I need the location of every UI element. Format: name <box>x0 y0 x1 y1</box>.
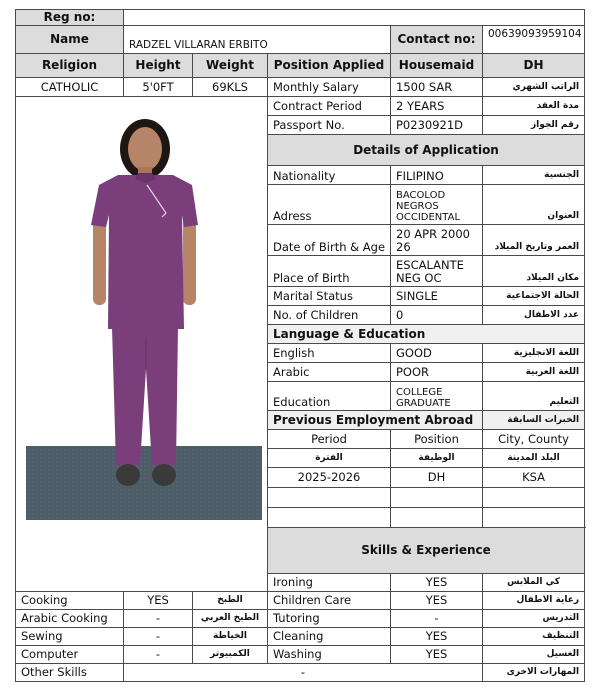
skill-ar: رعاية الاطفال <box>483 592 585 610</box>
salary-ar: الراتب الشهري <box>483 78 585 97</box>
skill-label: Children Care <box>268 592 391 610</box>
employment-empty-cell <box>268 508 391 528</box>
education-label: Education <box>268 382 391 411</box>
skill-ar: الكمبيوتر <box>193 646 268 664</box>
address-label: Adress <box>268 185 391 225</box>
other-skills-value: - <box>124 664 483 682</box>
skill-value: YES <box>391 574 483 592</box>
employment-empty-cell <box>268 488 391 508</box>
employment-empty-cell <box>483 508 585 528</box>
contract-value: 2 YEARS <box>391 97 483 116</box>
skill-value: YES <box>391 646 483 664</box>
nationality-value: FILIPINO <box>391 166 483 185</box>
applicant-figure <box>16 97 268 523</box>
skill-label: Ironing <box>268 574 391 592</box>
other-skills-ar: المهارات الاخرى <box>483 664 585 682</box>
contract-ar: مدة العقد <box>483 97 585 116</box>
address-ar: العنوان <box>483 185 585 225</box>
skill-ar: الخياطة <box>193 628 268 646</box>
address-value: BACOLOD NEGROS OCCIDENTAL <box>391 185 483 225</box>
skill-value: YES <box>391 592 483 610</box>
skill-label: Computer <box>16 646 124 664</box>
application-form <box>15 9 584 682</box>
skill-label: Cooking <box>16 592 124 610</box>
skill-ar: التنظيف <box>483 628 585 646</box>
employment-empty-cell <box>391 488 483 508</box>
english-ar: اللغة الانجليزية <box>483 344 585 363</box>
skill-ar: التدريس <box>483 610 585 628</box>
employment-period: 2025-2026 <box>268 468 391 488</box>
employment-position: DH <box>391 468 483 488</box>
skill-ar: الطبخ العربي <box>193 610 268 628</box>
skill-label: Washing <box>268 646 391 664</box>
col-city: City, County <box>483 430 585 449</box>
reg-no-label: Reg no: <box>16 10 124 26</box>
children-value: 0 <box>391 306 483 325</box>
nationality-ar: الجنسية <box>483 166 585 185</box>
details-title: Details of Application <box>268 135 585 166</box>
children-label: No. of Children <box>268 306 391 325</box>
skill-ar: الطبخ <box>193 592 268 610</box>
position-label: Position Applied <box>268 54 391 78</box>
col-period-ar: الفترة <box>268 449 391 468</box>
dob-value: 20 APR 2000 26 <box>391 225 483 256</box>
contract-label: Contract Period <box>268 97 391 116</box>
applicant-photo <box>16 97 268 592</box>
skill-ar: الغسيل <box>483 646 585 664</box>
col-position-ar: الوظيفة <box>391 449 483 468</box>
marital-label: Marital Status <box>268 287 391 306</box>
birthplace-ar: مكان الميلاد <box>483 256 585 287</box>
skill-value: - <box>391 610 483 628</box>
skill-value: - <box>124 628 193 646</box>
skill-value: - <box>124 610 193 628</box>
employment-title: Previous Employment Abroad <box>268 411 483 430</box>
salary-value: 1500 SAR <box>391 78 483 97</box>
form-table <box>15 9 585 682</box>
reg-no-value <box>124 10 585 26</box>
weight-value: 69KLS <box>193 78 268 97</box>
weight-label: Weight <box>193 54 268 78</box>
contact-label: Contact no: <box>391 26 483 54</box>
employment-city: KSA <box>483 468 585 488</box>
arabic-ar: اللغة العربية <box>483 363 585 382</box>
english-label: English <box>268 344 391 363</box>
education-ar: التعليم <box>483 382 585 411</box>
skill-value: YES <box>124 592 193 610</box>
dob-ar: العمر وتاريخ الميلاد <box>483 225 585 256</box>
contact-value: 00639093959104 <box>483 26 585 54</box>
skill-label: Sewing <box>16 628 124 646</box>
skill-label: Cleaning <box>268 628 391 646</box>
arabic-value: POOR <box>391 363 483 382</box>
name-label: Name <box>16 26 124 54</box>
employment-empty-cell <box>391 508 483 528</box>
religion-label: Religion <box>16 54 124 78</box>
position-value: Housemaid <box>391 54 483 78</box>
salary-label: Monthly Salary <box>268 78 391 97</box>
height-value: 5'0FT <box>124 78 193 97</box>
birthplace-value: ESCALANTE NEG OC <box>391 256 483 287</box>
children-ar: عدد الاطفال <box>483 306 585 325</box>
marital-ar: الحالة الاجتماعية <box>483 287 585 306</box>
position-code: DH <box>483 54 585 78</box>
language-title: Language & Education <box>268 325 585 344</box>
other-skills-label: Other Skills <box>16 664 124 682</box>
col-position: Position <box>391 430 483 449</box>
col-city-ar: البلد المدينة <box>483 449 585 468</box>
skill-ar: كي الملابس <box>483 574 585 592</box>
employment-empty-cell <box>483 488 585 508</box>
marital-value: SINGLE <box>391 287 483 306</box>
passport-ar: رقم الجواز <box>483 116 585 135</box>
english-value: GOOD <box>391 344 483 363</box>
skill-label: Arabic Cooking <box>16 610 124 628</box>
skill-label: Tutoring <box>268 610 391 628</box>
height-label: Height <box>124 54 193 78</box>
skill-value: - <box>124 646 193 664</box>
arabic-label: Arabic <box>268 363 391 382</box>
skills-title: Skills & Experience <box>268 528 585 574</box>
passport-value: P0230921D <box>391 116 483 135</box>
nationality-label: Nationality <box>268 166 391 185</box>
name-value: RADZEL VILLARAN ERBITO <box>124 26 391 54</box>
religion-value: CATHOLIC <box>16 78 124 97</box>
col-period: Period <box>268 430 391 449</box>
skill-value: YES <box>391 628 483 646</box>
employment-title-ar: الخبرات السابقة <box>483 411 585 430</box>
passport-label: Passport No. <box>268 116 391 135</box>
education-value: COLLEGE GRADUATE <box>391 382 483 411</box>
birthplace-label: Place of Birth <box>268 256 391 287</box>
dob-label: Date of Birth & Age <box>268 225 391 256</box>
